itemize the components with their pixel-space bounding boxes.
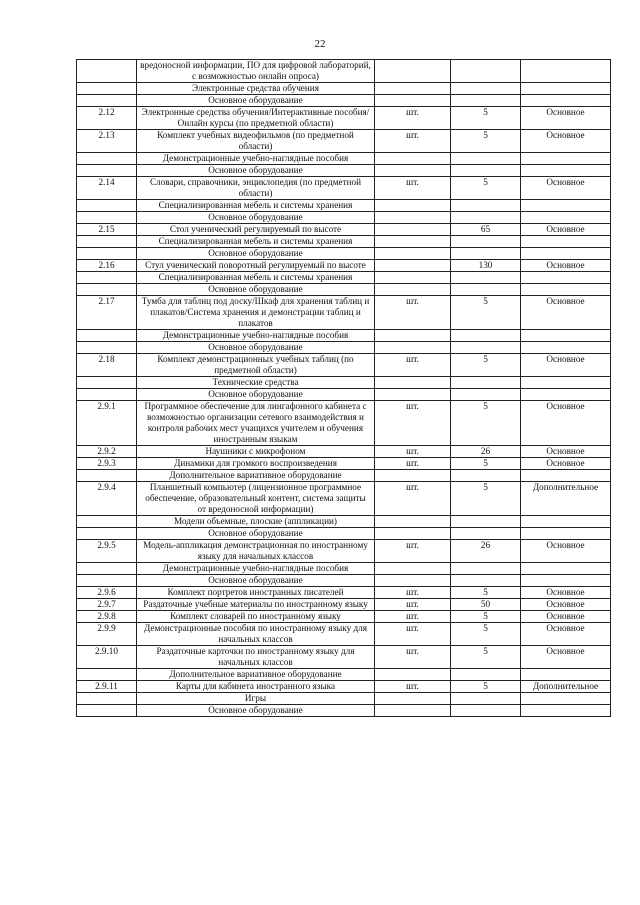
row-number-empty	[77, 284, 137, 296]
section-title: Основное оборудование	[137, 389, 375, 401]
row-number-empty	[77, 83, 137, 95]
row-unit-empty	[375, 330, 451, 342]
item-number: 2.9.10	[77, 646, 137, 669]
section-row	[77, 165, 611, 177]
item-name: Модель-аппликация демонстрационная по иностранному языку для начальных классов	[137, 540, 375, 563]
row-category-empty	[521, 236, 611, 248]
row-number-empty	[77, 236, 137, 248]
item-unit: шт.	[375, 540, 451, 563]
section-title: Специализированная мебель и системы хранения	[137, 272, 375, 284]
row-number-empty	[77, 272, 137, 284]
row-quantity-empty	[451, 95, 521, 107]
table-row	[77, 611, 611, 623]
row-category-empty	[521, 389, 611, 401]
table-row	[77, 623, 611, 646]
item-quantity: 130	[451, 260, 521, 272]
row-quantity-empty	[451, 153, 521, 165]
table-row	[77, 401, 611, 446]
item-quantity: 5	[451, 681, 521, 693]
item-unit: шт.	[375, 130, 451, 153]
row-unit-empty	[375, 389, 451, 401]
item-category: Основное	[521, 587, 611, 599]
row-number-empty	[77, 389, 137, 401]
section-row	[77, 83, 611, 95]
item-name: Стул ученический поворотный регулируемый по высоте	[137, 260, 375, 272]
row-category-empty	[521, 95, 611, 107]
section-title: Основное оборудование	[137, 705, 375, 717]
row-number-empty	[77, 470, 137, 482]
item-quantity: 5	[451, 458, 521, 470]
section-title: Дополнительное вариативное оборудование	[137, 470, 375, 482]
item-category: Основное	[521, 623, 611, 646]
item-quantity: 5	[451, 587, 521, 599]
item-unit: шт.	[375, 401, 451, 446]
item-number: 2.17	[77, 296, 137, 330]
item-category: Основное	[521, 540, 611, 563]
item-number: 2.9.8	[77, 611, 137, 623]
section-title: Специализированная мебель и системы хранения	[137, 236, 375, 248]
row-unit-empty	[375, 272, 451, 284]
item-quantity: 50	[451, 599, 521, 611]
item-name: Раздаточные карточки по иностранному языку для начальных классов	[137, 646, 375, 669]
section-row	[77, 669, 611, 681]
row-category-empty	[521, 516, 611, 528]
item-quantity: 65	[451, 224, 521, 236]
row-category-empty	[521, 284, 611, 296]
item-unit: шт.	[375, 623, 451, 646]
item-quantity: 26	[451, 540, 521, 563]
item-quantity: 5	[451, 354, 521, 377]
section-row	[77, 377, 611, 389]
item-unit	[375, 260, 451, 272]
item-category: Основное	[521, 446, 611, 458]
item-unit: шт.	[375, 587, 451, 599]
item-name: Динамики для громкого воспроизведения	[137, 458, 375, 470]
row-category-empty	[521, 528, 611, 540]
row-number-empty	[77, 165, 137, 177]
item-name: Программное обеспечение для лингафонного кабинета с возможностью организации сетевого взаимодействия и контроля рабочих мест учащихся учителем и обучения иностранным языкам	[137, 401, 375, 446]
row-unit-empty	[375, 95, 451, 107]
item-name: Карты для кабинета иностранного языка	[137, 681, 375, 693]
item-quantity: 5	[451, 177, 521, 200]
row-unit-empty	[375, 248, 451, 260]
item-category: Основное	[521, 130, 611, 153]
row-category-empty	[521, 669, 611, 681]
item-category: Дополнительное	[521, 482, 611, 516]
row-quantity-empty	[451, 248, 521, 260]
item-number: 2.9.9	[77, 623, 137, 646]
item-name: Тумба для таблиц под доску/Шкаф для хранения таблиц и плакатов/Система хранения и демонстрации таблиц и плакатов	[137, 296, 375, 330]
section-row	[77, 212, 611, 224]
item-number: 2.9.5	[77, 540, 137, 563]
row-quantity-empty	[451, 165, 521, 177]
section-row	[77, 248, 611, 260]
table-row	[77, 681, 611, 693]
row-category-empty	[521, 377, 611, 389]
row-category-empty	[521, 60, 611, 83]
row-number-empty	[77, 516, 137, 528]
item-quantity: 5	[451, 623, 521, 646]
section-row	[77, 470, 611, 482]
item-quantity: 26	[451, 446, 521, 458]
item-name: Раздаточные учебные материалы по иностранному языку	[137, 599, 375, 611]
row-quantity-empty	[451, 516, 521, 528]
item-number: 2.12	[77, 107, 137, 130]
item-name: Комплект словарей по иностранному языку	[137, 611, 375, 623]
row-quantity-empty	[451, 284, 521, 296]
item-category: Основное	[521, 260, 611, 272]
row-category-empty	[521, 212, 611, 224]
row-quantity-empty	[451, 60, 521, 83]
section-title: Игры	[137, 693, 375, 705]
section-title: Основное оборудование	[137, 248, 375, 260]
row-number-empty	[77, 248, 137, 260]
continuation-row	[77, 60, 611, 83]
table-row	[77, 587, 611, 599]
row-unit-empty	[375, 693, 451, 705]
section-title: Электронные средства обучения	[137, 83, 375, 95]
item-unit: шт.	[375, 446, 451, 458]
row-number-empty	[77, 212, 137, 224]
item-name: Комплект портретов иностранных писателей	[137, 587, 375, 599]
row-quantity-empty	[451, 528, 521, 540]
item-name: Планшетный компьютер (лицензионное программное обеспечение, образовательный контент, система защиты от вредоносной информации)	[137, 482, 375, 516]
item-unit: шт.	[375, 611, 451, 623]
row-quantity-empty	[451, 342, 521, 354]
item-category: Основное	[521, 107, 611, 130]
table-row	[77, 296, 611, 330]
row-unit-empty	[375, 377, 451, 389]
item-unit	[375, 224, 451, 236]
item-number: 2.9.7	[77, 599, 137, 611]
section-title: Основное оборудование	[137, 165, 375, 177]
row-number-empty	[77, 669, 137, 681]
row-unit-empty	[375, 200, 451, 212]
row-quantity-empty	[451, 693, 521, 705]
item-name-continuation: вредоносной информации, ПО для цифровой лабораторий, с возможностью онлайн опроса)	[137, 60, 375, 83]
section-row	[77, 342, 611, 354]
section-row	[77, 563, 611, 575]
item-category: Основное	[521, 354, 611, 377]
section-title: Дополнительное вариативное оборудование	[137, 669, 375, 681]
item-category: Основное	[521, 401, 611, 446]
row-number-empty	[77, 153, 137, 165]
row-category-empty	[521, 200, 611, 212]
item-category: Основное	[521, 224, 611, 236]
row-number-empty	[77, 330, 137, 342]
item-number: 2.9.1	[77, 401, 137, 446]
table-row	[77, 599, 611, 611]
item-category: Основное	[521, 458, 611, 470]
item-quantity: 5	[451, 482, 521, 516]
row-quantity-empty	[451, 377, 521, 389]
row-unit-empty	[375, 284, 451, 296]
row-category-empty	[521, 153, 611, 165]
section-row	[77, 284, 611, 296]
row-category-empty	[521, 563, 611, 575]
row-quantity-empty	[451, 563, 521, 575]
item-quantity: 5	[451, 611, 521, 623]
item-category: Дополнительное	[521, 681, 611, 693]
section-title: Демонстрационные учебно-наглядные пособия	[137, 563, 375, 575]
row-unit-empty	[375, 669, 451, 681]
section-row	[77, 153, 611, 165]
item-number: 2.13	[77, 130, 137, 153]
item-name: Комплект учебных видеофильмов (по предметной области)	[137, 130, 375, 153]
section-title: Основное оборудование	[137, 528, 375, 540]
row-quantity-empty	[451, 83, 521, 95]
row-quantity-empty	[451, 575, 521, 587]
item-number: 2.9.6	[77, 587, 137, 599]
table-row	[77, 224, 611, 236]
item-number: 2.16	[77, 260, 137, 272]
item-category: Основное	[521, 296, 611, 330]
item-category: Основное	[521, 646, 611, 669]
row-unit-empty	[375, 236, 451, 248]
row-category-empty	[521, 248, 611, 260]
section-title: Демонстрационные учебно-наглядные пособия	[137, 330, 375, 342]
row-category-empty	[521, 330, 611, 342]
item-number: 2.14	[77, 177, 137, 200]
row-number-empty	[77, 563, 137, 575]
section-row	[77, 236, 611, 248]
table-row	[77, 260, 611, 272]
page-number: 22	[314, 38, 326, 50]
section-row	[77, 705, 611, 717]
row-number-empty	[77, 60, 137, 83]
item-quantity: 5	[451, 296, 521, 330]
equipment-table-body	[77, 60, 611, 717]
row-quantity-empty	[451, 212, 521, 224]
section-row	[77, 330, 611, 342]
table-row	[77, 540, 611, 563]
item-unit: шт.	[375, 107, 451, 130]
row-unit-empty	[375, 153, 451, 165]
row-number-empty	[77, 693, 137, 705]
section-title: Основное оборудование	[137, 212, 375, 224]
section-row	[77, 516, 611, 528]
section-row	[77, 575, 611, 587]
item-name: Комплект демонстрационных учебных таблиц (по предметной области)	[137, 354, 375, 377]
item-number: 2.18	[77, 354, 137, 377]
item-category: Основное	[521, 599, 611, 611]
section-row	[77, 200, 611, 212]
section-row	[77, 272, 611, 284]
row-number-empty	[77, 575, 137, 587]
item-unit: шт.	[375, 646, 451, 669]
row-unit-empty	[375, 165, 451, 177]
row-quantity-empty	[451, 705, 521, 717]
item-quantity: 5	[451, 107, 521, 130]
row-quantity-empty	[451, 200, 521, 212]
table-row	[77, 646, 611, 669]
item-number: 2.9.11	[77, 681, 137, 693]
row-quantity-empty	[451, 669, 521, 681]
row-category-empty	[521, 83, 611, 95]
row-number-empty	[77, 95, 137, 107]
item-name: Словари, справочники, энциклопедия (по предметной области)	[137, 177, 375, 200]
item-unit: шт.	[375, 177, 451, 200]
item-number: 2.9.3	[77, 458, 137, 470]
row-unit-empty	[375, 83, 451, 95]
table-row	[77, 354, 611, 377]
item-number: 2.9.2	[77, 446, 137, 458]
item-unit: шт.	[375, 354, 451, 377]
item-unit: шт.	[375, 296, 451, 330]
table-row	[77, 177, 611, 200]
row-category-empty	[521, 342, 611, 354]
item-name: Электронные средства обучения/Интерактивные пособия/Онлайн курсы (по предметной области)	[137, 107, 375, 130]
section-title: Основное оборудование	[137, 284, 375, 296]
section-title: Основное оборудование	[137, 95, 375, 107]
section-row	[77, 95, 611, 107]
item-quantity: 5	[451, 130, 521, 153]
row-number-empty	[77, 705, 137, 717]
section-title: Модели объемные, плоские (аппликации)	[137, 516, 375, 528]
row-unit-empty	[375, 516, 451, 528]
table-row	[77, 107, 611, 130]
item-quantity: 5	[451, 401, 521, 446]
row-category-empty	[521, 693, 611, 705]
item-unit: шт.	[375, 458, 451, 470]
item-category: Основное	[521, 611, 611, 623]
item-name: Стол ученический регулируемый по высоте	[137, 224, 375, 236]
section-row	[77, 389, 611, 401]
item-number: 2.9.4	[77, 482, 137, 516]
row-quantity-empty	[451, 389, 521, 401]
item-number: 2.15	[77, 224, 137, 236]
row-number-empty	[77, 342, 137, 354]
item-name: Наушники с микрофоном	[137, 446, 375, 458]
section-title: Специализированная мебель и системы хранения	[137, 200, 375, 212]
section-title: Основное оборудование	[137, 342, 375, 354]
section-title: Демонстрационные учебно-наглядные пособия	[137, 153, 375, 165]
row-quantity-empty	[451, 330, 521, 342]
row-category-empty	[521, 470, 611, 482]
row-category-empty	[521, 165, 611, 177]
row-unit-empty	[375, 212, 451, 224]
row-category-empty	[521, 272, 611, 284]
table-row	[77, 482, 611, 516]
row-quantity-empty	[451, 470, 521, 482]
row-unit-empty	[375, 705, 451, 717]
section-row	[77, 528, 611, 540]
row-quantity-empty	[451, 272, 521, 284]
row-unit-empty	[375, 575, 451, 587]
table-row	[77, 446, 611, 458]
row-category-empty	[521, 575, 611, 587]
item-unit: шт.	[375, 681, 451, 693]
equipment-table	[76, 59, 611, 717]
section-title: Технические средства	[137, 377, 375, 389]
item-unit: шт.	[375, 482, 451, 516]
item-category: Основное	[521, 177, 611, 200]
section-title: Основное оборудование	[137, 575, 375, 587]
item-quantity: 5	[451, 646, 521, 669]
row-unit-empty	[375, 563, 451, 575]
row-unit-empty	[375, 60, 451, 83]
table-row	[77, 130, 611, 153]
row-unit-empty	[375, 528, 451, 540]
item-name: Демонстрационные пособия по иностранному языку для начальных классов	[137, 623, 375, 646]
table-row	[77, 458, 611, 470]
row-unit-empty	[375, 470, 451, 482]
row-number-empty	[77, 377, 137, 389]
row-number-empty	[77, 528, 137, 540]
row-number-empty	[77, 200, 137, 212]
section-row	[77, 693, 611, 705]
row-unit-empty	[375, 342, 451, 354]
row-category-empty	[521, 705, 611, 717]
item-unit: шт.	[375, 599, 451, 611]
row-quantity-empty	[451, 236, 521, 248]
